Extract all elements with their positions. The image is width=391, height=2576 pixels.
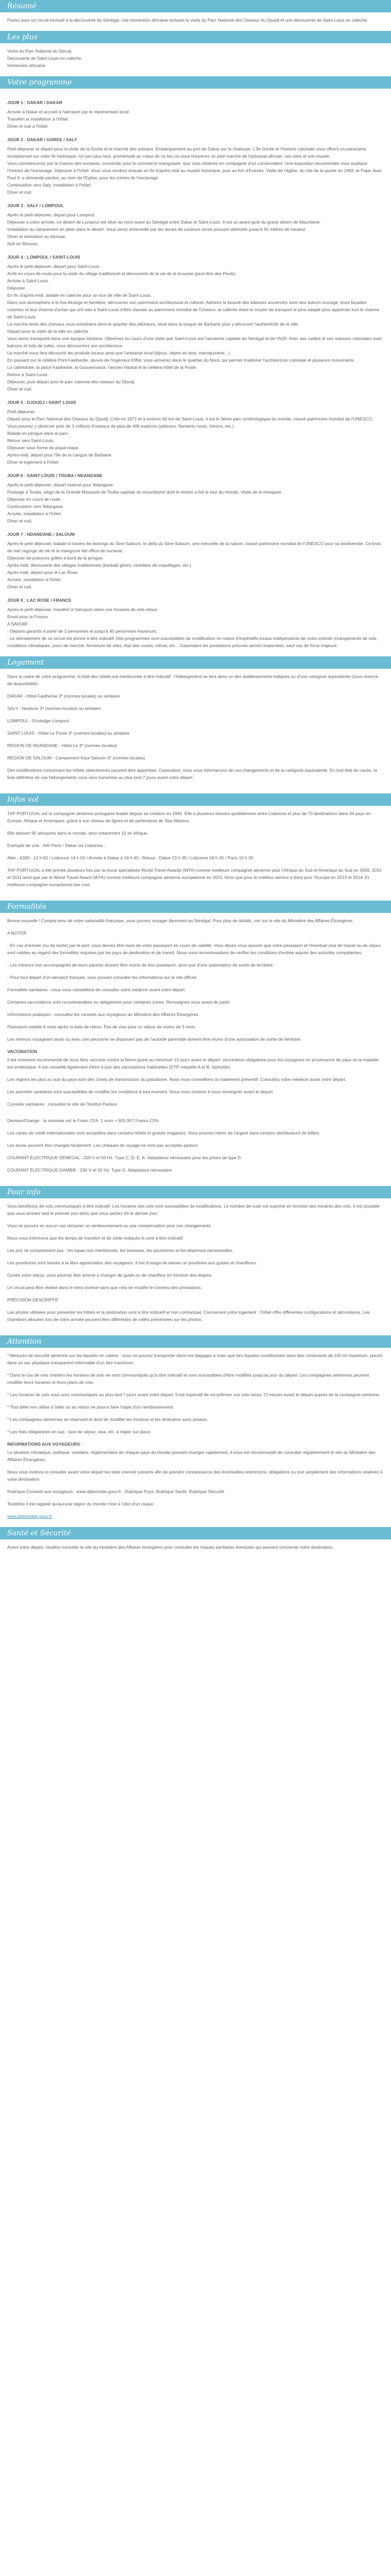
vaccination-line: Conseils sanitaires : consultez le site de l'Institut Pasteur. xyxy=(7,1101,119,1107)
day-line: Déjeuner. xyxy=(7,285,26,291)
formalites-line: Bonne nouvelle ! Compte-tenu de votre nationalité française, vous pouvez voyager librement au Sénégal. Pour plus de détails, voir sur le site du Ministère des Affaires Étrangères. xyxy=(7,918,354,923)
informations-line: Toutefois il est rappelé qu'aucune région du monde n'est à l'abri d'un risque. xyxy=(7,1501,155,1506)
devises-line: COURANT ÉLECTRIQUE GAMBIE : 230 V et 50 Hz. Type G. Adaptateur nécessaire. xyxy=(7,1167,173,1173)
day-line: Déjeuner, puis départ pour le parc national des oiseaux du Djoudj. xyxy=(7,379,136,384)
day-line: Passage à Touba, siège de la Grande Mosquée de Touba capitale du mouridisme dont le renom a fait le tour du monde. Visite de la mosquée. xyxy=(7,489,283,495)
formalites-line: A NOTER xyxy=(7,930,27,936)
pourinfo-band xyxy=(0,1186,391,1198)
vaccination-line: Les autorités sanitaires sont susceptibles de modifier les conditions à tout moment. Nous vous invitons à vous renseigner avant le départ. xyxy=(7,1089,274,1094)
logement-title: Logement xyxy=(7,658,44,667)
programme-band xyxy=(0,76,391,89)
day-line: Retour vers Saint-Louis. xyxy=(7,438,55,443)
diplomatie-link[interactable]: www.diplomatie.gouv.fr xyxy=(7,1514,52,1519)
day-line: Déjeuner à votre arrivée. Le désert de Lompoul est situé au nord ouest du Sénégal entre Dakar et Saint-Louis. Il est un avant-goût du grand désert de Mauritanie. xyxy=(7,219,321,225)
day-title: JOUR 7 : NDANDANE / SALOUM xyxy=(7,532,75,537)
pourinfo-line: Les prix ne comprennent pas : les repas non mentionnés, les boissons, les pourboires et les dépenses personnelles. xyxy=(7,1248,234,1253)
devises-line: Devises/Change : la monnaie est le Franc CFA. 1 euro = 655,957 Francs CFA. xyxy=(7,1118,160,1123)
day-line: Déjeuner sous forme de pique-nique. xyxy=(7,445,79,450)
infos-body xyxy=(0,806,391,901)
day-line: Déjeuner de poissons grillés à bord de la pirogue. xyxy=(7,555,104,561)
pourinfo-line: Durant votre séjour, vous pourrez être amené à changer de guide ou de chauffeur en fonction des étapes. xyxy=(7,1273,213,1278)
formalites-body xyxy=(0,913,391,1186)
formalites-line: Formalités sanitaires : nous vous conseillons de consulter votre médecin avant votre départ. xyxy=(7,987,186,992)
attention-title: Attention xyxy=(7,1337,41,1346)
pourinfo-line: Nous vous informons que les temps de transfert et de visite indiqués le sont à titre indicatif. xyxy=(7,1235,184,1241)
pourinfo-title: Pour info xyxy=(7,1188,41,1196)
pourinfo-line: Les pourboires sont laissés à la libre appréciation des voyageurs. Il est d'usage de laisser un pourboire aux guides et chauffeurs. xyxy=(7,1260,257,1265)
day-line: Continuation vers Ndangane. xyxy=(7,504,64,509)
day-line: Le marché vous fera découvrir les produits locaux ainsi que l'artisanat local (bijoux, objets en bois, maroquinerie...). xyxy=(7,350,231,355)
logement-line: Dans la cadre de votre programme, la liste des hôtels est mentionnée à titre indicatif : l'hébergement se fera dans un des établissements indiqués ou d'une catégorie équivalente (sous réserve de disponibilité) : xyxy=(7,674,379,686)
day-line: Vous pourrez y observer près de 3 millions d'oiseaux de plus de 400 espèces (pélicans, flamants roses, hérons, etc.). xyxy=(7,423,235,429)
logement-line: SALY - Neptune 3* (normes locales) ou similaire xyxy=(7,706,101,711)
pourinfo-line: Les photos utilisées pour présenter les hôtels et la destination sont à titre indicatif et non contractuel. Concernant votre logement : l'hôtel offre différentes configurations et décorations. Les chambres allouées lors de votre arrivée peuvent être différentes de celles présentées sur les photos. xyxy=(7,1310,370,1322)
day-title: JOUR 2 : DAKAR / GOREE / SALY xyxy=(7,137,77,142)
sante-body xyxy=(0,1539,391,1558)
day-line: Après le petit-déjeuner, départ matinal pour Ndangane. xyxy=(7,482,114,487)
resume-body xyxy=(0,12,391,31)
day-line: Installation au campement en plein dans le désert. Vous serez émerveillé par les dunes de couleurs ocres pouvant atteindre jusqu'à 50 mètres de hauteur. xyxy=(7,227,306,232)
day-line: Départ pour la visite de la ville en calèche. xyxy=(7,329,90,334)
day-line: Arrivée à Dakar et accueil à l'aéroport par le représentant local. xyxy=(7,109,130,114)
day-line: - Départs garantis à partir de 2 personnes et jusqu'à 40 personnes maximum. xyxy=(7,629,158,634)
formalites-title: Formalités xyxy=(7,903,46,911)
attention-body xyxy=(0,1348,391,1527)
informations-line: Rubrique Conseils aux voyageurs : www.diplomatie.gouv.fr ; Rubrique Pays, Rubrique Santé, Rubrique Sécurité. xyxy=(7,1489,225,1494)
infos-line: TAP PORTUGAL a été primée plusieurs fois par la revue spécialisée World Travel Awards (WTA) comme meilleure compagnie aérienne pour l'Afrique du Sud et Amérique du Sud en 2009, 2010 et 2011 ainsi que par le World Travel Award (WTA) comme meilleure compagnie aérienne européenne en 2015. Ainsi que pour le meilleur service à bord pour l'Europe en 2013 et 2014. Et meilleure compagnie européenne low cost. xyxy=(7,868,382,887)
infos-line: TAP PORTUGAL est la compagnie aérienne portugaise leader depuis sa création en 1945. Elle a plusieurs liaisons quotidiennes entre Lisbonne et plus de 70 destinations dans 34 pays en Europe, Afrique et Amériques, grâce à son réseau de lignes et de partenaires de Star Alliance. xyxy=(7,811,371,823)
day-title: JOUR 1 : DAKAR / DAKAR xyxy=(7,100,62,105)
day-line: En passant sur le célèbre Pont Faidherbe, œuvre de l'ingénieur Eiffel, vous arriverez dans le quartier du Nord, qui permet d'admirer l'architecture coloniale et plusieurs monuments : xyxy=(7,358,357,363)
formalites-line: - Pour tout départ d'un aéroport français, vous pouvez consulter les informations sur le site officiel. xyxy=(7,975,198,980)
programme-title: Votre programme xyxy=(7,78,72,87)
devises-line: Les cartes de crédit internationales sont acceptées dans certains hôtels et grands magasins. Vous pourrez retirer de l'argent dans certains distributeurs de billets. xyxy=(7,1130,320,1136)
day-line: Dans une atmosphère à la fois étrange et familière, découvrez son patrimoine architectural et culturel. Admirez la beauté des bâtisses anciennes avec leur balcon ouvragé, leurs façades colorées et leur charme d'antan qui ont valu à Saint-Louis d'être classée au patrimoine mondial de l'Unesco, la calèche étant le moyen de transport le plus adapté pour apprécier tout le charme de Saint-Louis. xyxy=(7,300,380,319)
day-line: Dîner et logement à l'hôtel. xyxy=(7,460,60,465)
day-line: Arrivée, installation à l'hôtel. xyxy=(7,577,62,582)
attention-line: * Les frais obligatoires en sus : taxe de séjour, visa, etc. à régler sur place. xyxy=(7,1429,152,1434)
infos-line: Elle dessert 90 aéroports dans le monde, dont notamment 15 en Afrique. xyxy=(7,831,149,836)
day-line: Dîner et nuit. xyxy=(7,518,32,523)
pourinfo-line: Le circuit peut être réalisé dans le sens inverse sans que cela ne modifie le contenu des prestations. xyxy=(7,1285,202,1290)
infos-line: Exemple de vols : A/R Paris / Dakar via Lisbonne : xyxy=(7,843,105,848)
day-line: Continuation vers Saly. Installation à l'hôtel. xyxy=(7,182,92,188)
day-line: Après le petit-déjeuner, départ pour Lompoul. xyxy=(7,212,95,217)
day-line: Dîner et nuit. xyxy=(7,386,32,392)
resume-title: Résumé xyxy=(7,2,37,10)
day-line: Balade en pirogue dans le parc. xyxy=(7,431,70,436)
attention-line: * Les horaires de vols vous sont communiqués au plus tard 7 jours avant votre départ. Il est impératif de reconfirmer vos vols retour 72 heures avant le départ auprès de la compagnie aérienne. xyxy=(7,1392,381,1397)
pourinfo-line: Vous bénéficiez de vols communiqués à titre indicatif. Les horaires des vols sont susceptibles de modifications. Le nombre de nuits est exprimé en fonction des horaires des vols. Il est possible que vous arriviez tard le premier jour et/ou que vous partiez tôt le dernier jour. xyxy=(7,1204,380,1216)
day-line: Vous commencerez par la maison des esclaves, construite pour le commerce triangulaire, que vous visiterez en compagnie d'un conservateur. Une exposition documentée vous explique l'histoire de l'esclavage. Déjeuner à l'hôtel. Vous vous rendrez ensuite en fin d'après-midi au musée historique, puis au fort d'Estrées. Visite de l'église, du site de la quinte en 1992, le Pape Jean Paul II, a demandé pardon, au nom de l'Eglise, pour les crimes de l'esclavage. xyxy=(7,161,382,180)
day-line: Arrivée, installation à l'hôtel. xyxy=(7,511,62,516)
day-line: - Le déroulement de ce circuit est donné à titre indicatif. Des programmes sont susceptibles de modification en raison d'impératifs locaux indépendants de notre volonté (changements de vols, conditions climatiques, jours de marché, fermeture de sites, état des routes, climat, etc... Cependant les prestations prévues seront respectées, sauf cas de force majeure. xyxy=(7,636,378,648)
plus-item: Immersion africaine xyxy=(7,63,46,68)
day-line: En fin d'après-midi, balade en calèche pour un tour de ville de Saint-Louis. xyxy=(7,293,152,298)
day-line: Arrêt en cours de route pour la visite du village traditionnel et découverte de la vie de la brousse (peut-être des Peuls). xyxy=(7,271,237,276)
plus-item: Découverte de Saint-Louis en calèche xyxy=(7,56,82,61)
day-title: JOUR 4 : LOMPOUL / SAINT-LOUIS xyxy=(7,255,80,260)
day-line: Nuit en Bivouac. xyxy=(7,241,39,246)
day-line: Petit-déjeuner et départ pour la visite de la Gorée et le marché des artisans. Embarquement au port de Dakar sur la chaloupe. L'île Gorée et l'histoire coloniale vous offrent un panorama exceptionnel sur cette île historique. Un peu plus tard, promenade au coeur de ce lieu où vous trouverez un petit marché de l'artisanat africain, ses sites et son musée. xyxy=(7,146,366,159)
day-title: JOUR 5 : DJOUDJ / SAINT LOUIS xyxy=(7,400,76,405)
logement-line: SAINT LOUIS - Hôtel Le Poste 3* (normes locales) ou similaire xyxy=(7,731,129,736)
logement-line: Des modifications concernant les hôtels sélectionnés peuvent être apportées. Cependant, nous vous informerons de ces changements et de la catégorie équivalente. En tout état de cause, la liste définitive de vos hébergements vous sera transmise au plus tard 7 jours avant votre départ. xyxy=(7,768,377,780)
attention-line: * Les compagnies aériennes se réservent le droit de modifier les horaires et les itinéraires sans préavis. xyxy=(7,1417,208,1422)
devises-line: COURANT ÉLECTRIQUE SÉNÉGAL : 220 V et 50 Hz. Type C, D, E, K. Adaptateur nécessaire pour les prises de type D. xyxy=(7,1155,242,1160)
resume-text: Partez pour un circuit exclusif à la découverte du Sénégal, une immersion africaine incluant la visite du Parc National des Oiseaux du Djoudj et une découverte de Saint Louis en calèche. xyxy=(7,18,368,23)
sante-band xyxy=(0,1527,391,1539)
informations-line: Nous vous invitons à consulter avant votre départ les sites internet suivants afin de prendre connaissance des éventuelles restrictions, obligations ou tout simplement des informations relatives à votre destination. xyxy=(7,1469,383,1482)
day-line: Vous serez transporté dans une époque lointaine. Observez au cours d'une visite que Saint-Louis est l'ancienne capitale du Sénégal et de l'AOF. Avec ses ruelles et ses maisons coloniales avec balcons et toits de tuiles, vous découvrirez son architecture. xyxy=(7,336,383,348)
logement-line: DAKAR - Hôtel Faidherbe 3* (normes locales) ou similaire xyxy=(7,693,120,699)
day-line: La cathédrale, la place Faidherbe, la Gouvernance, l'ancien hôpital et le célèbre hôtel de la Poste. xyxy=(7,365,198,370)
attention-line: * Tout billet non utilisé à l'aller ou au retour ne pourra faire l'objet d'un remboursement. xyxy=(7,1404,174,1410)
infos-band xyxy=(0,793,391,806)
day-line: Après le petit-déjeuner, départ pour Saint-Louis. xyxy=(7,264,101,269)
vaccination-line: Il est vivement recommandé de vous faire vacciner contre la fièvre jaune au minimum 10 jours avant le départ. Vaccination obligatoire pour les voyageurs en provenance de pays où la maladie est endémique. Il est conseillé également d'être à jour des vaccinations habituelles (DTP, hépatite A et B, typhoïde). xyxy=(7,1057,379,1070)
plus-band xyxy=(0,31,391,43)
plus-item: Visite du Parc National du Djoudj xyxy=(7,48,72,54)
attention-line: * Mesures de sécurité aérienne sur les liquides en cabine : vous ne pouvez transporter dans vos bagages à main que des liquides conditionnés dans des contenants de 100 ml maximum, placés dans un sac plastique transparent refermable d'un litre maximum. xyxy=(7,1353,383,1365)
resume-band xyxy=(0,0,391,12)
day-line: Déjeuner en cours de route. xyxy=(7,497,62,502)
attention-band xyxy=(0,1335,391,1348)
day-line: Dîner et nuit. xyxy=(7,190,32,195)
day-title: JOUR 6 : SAINT LOUIS / TOUBA / NDANDANE xyxy=(7,473,103,478)
informations-line: Le situation climatique, politique, sanitaire, réglementaire de chaque pays du monde pouvant changer rapidement, il vous est recommandé de consulter régulièrement le site du Ministère des Affaires Étrangères. xyxy=(7,1450,376,1462)
attention-line: * Dans le cas de vols charters les horaires de vols ne sont communiqués qu'à titre indicatif et sont susceptibles d'être modifiés jusqu'au jour du départ. Les compagnies aériennes peuvent modifier leurs horaires et leurs plans de vols. xyxy=(7,1372,369,1385)
vaccination-line: Les régions les plus au sud du pays sont des zones de transmission du paludisme. Nous vous conseillons un traitement préventif. Consultez votre médecin avant votre départ. xyxy=(7,1077,347,1082)
infos-line: Aller : A330 : 12 h 50 / Lisbonne 14 h 50 / Arrivée à Dakar à 18 h 40 ; Retour : Dakar 23 h 35 / Lisbonne 04 h 05 / Paris 10 h 05 xyxy=(7,855,254,860)
plus-title: Les plus xyxy=(7,33,38,41)
day-line: Après-midi, départ pour l'île de la Langue de Barbarie. xyxy=(7,452,112,457)
day-line: La marche lente des chevaux vous entraînera dans le quartier des pêcheurs, situé dans la langue de Barbarie pour y découvrir l'authenticité de la ville. xyxy=(7,321,300,327)
day-line: Envol pour la France. xyxy=(7,614,49,619)
day-line: Retour à Saint-Louis. xyxy=(7,372,48,377)
day-line: Petit-déjeuner. xyxy=(7,409,36,414)
formalites-line: Informations pratiques : consultez les conseils aux voyageurs du Ministère des Affaires Étrangères. xyxy=(7,1012,200,1017)
day-line: Après le petit-déjeuner, balade à travers les bolongs du Sine-Saloum, le delta du Sine-Saloum, une merveille de la nature, classé patrimoine mondial de l'UNESCO pour sa biodiversité. Ce bras de mer regorge de vie et la mangrove fait office de nurserie. xyxy=(7,541,381,553)
formalites-band xyxy=(0,901,391,913)
sante-title: Santé et Sécurité xyxy=(7,1529,71,1537)
informations-title: INFORMATIONS AUX VOYAGEURS : xyxy=(7,1442,83,1447)
logement-line: REGION DE SALOUM - Campement Keur Saloum 3* (normes locales) xyxy=(7,755,145,760)
day-line: Dîner et nuit. xyxy=(7,584,32,589)
day-line: Après le petit-déjeuner, transfert à l'aéroport selon vos horaires de vols retour. xyxy=(7,607,158,612)
day-line: Transfert et installation à l'hôtel. xyxy=(7,116,69,122)
day-line: Après-midi, départ pour le Lac Rose. xyxy=(7,570,79,575)
formalites-line: - Les mineurs non accompagnés de leurs parents doivent être munis de leur passeport, ainsi que d'une autorisation de sortie de territoire. xyxy=(7,962,274,968)
formalites-line: Certaines vaccinations sont recommandées ou obligatoires pour certaines zones. Renseignez-vous avant de partir. xyxy=(7,999,231,1005)
day-line: Dîner et nuit à l'hôtel. xyxy=(7,124,49,129)
day-line: A SAVOIR : xyxy=(7,621,30,626)
formalites-line: Les mineurs voyageant seuls ou avec une personne ne disposant pas de l'autorité parentale doivent être munis d'une autorisation de sortie de territoire. xyxy=(7,1037,302,1042)
vaccination-title: VACCINATION xyxy=(7,1049,37,1054)
day-line: Après-midi, découverte des villages traditionnels (baobab géant, cimetière de coquillages, etc.). xyxy=(7,563,193,568)
logement-band xyxy=(0,656,391,669)
programme-body xyxy=(0,89,391,656)
day-title: JOUR 8 : LAC ROSE / FRANCE xyxy=(7,598,72,603)
plus-body xyxy=(0,43,391,76)
logement-line: REGION DE NDANDANE - Hôtel Le 3* (normes locales) xyxy=(7,743,117,748)
pourinfo-line: Vous ne pouvez en aucun cas réclamer un remboursement ou une compensation pour ces changements. xyxy=(7,1223,212,1228)
pourinfo-line: PRÉCISION DESCRIPTIF xyxy=(7,1297,59,1302)
formalites-line: Passeport valable 6 mois après la date de retour. Pas de visa pour un séjour de moins de 3 mois. xyxy=(7,1024,197,1029)
logement-line: LOMPOUL - Ecolodge Lompoul xyxy=(7,718,69,723)
formalites-line: - En cas d'arrivée (ou de sortie) par le port, vous devrez être muni de votre passeport en cours de validité. Vous devez vous assurer que votre passeport et l'éventuel visa de transit ou de séjour sont valides au regard des formalités requises par les pays de destination et de transit. Nous vous recommandons de vérifier les conditions d'entrée auprès des autorités compétentes. xyxy=(7,943,381,955)
day-title: JOUR 3 : SALY / LOMPOUL xyxy=(7,203,64,208)
day-line: Départ pour le Parc National des Oiseaux du Djoudj. Créé en 1971 et à environ 60 km de Saint-Louis, il est le 3ème parc ornithologique du monde, classé patrimoine mondial de l'UNESCO. xyxy=(7,416,373,421)
infos-title: Infos vol xyxy=(7,795,39,804)
sante-text: Avant votre départ, veuillez consulter le site du ministère des Affaires étrangères pour consulter les risques sanitaires éventuels qui peuvent concerner votre destination. xyxy=(7,1545,334,1550)
day-line: Dîner et animation au bivouac. xyxy=(7,234,67,239)
day-line: Arrivée à Saint-Louis. xyxy=(7,278,50,283)
devises-line: Les euros peuvent être changés facilement. Les chèques de voyage ne sont pas acceptés partout. xyxy=(7,1143,199,1148)
logement-body xyxy=(0,669,391,793)
pourinfo-body xyxy=(0,1198,391,1335)
